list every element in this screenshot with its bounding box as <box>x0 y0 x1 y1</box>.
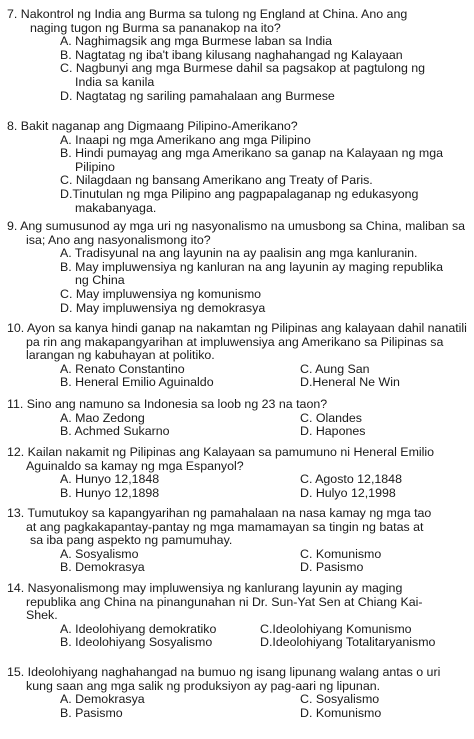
question-10-stem-line-2: pa rin ang makapangyarihan at impluwensiya ang Amerikano sa Pilipinas sa <box>26 334 444 349</box>
question-7 <box>0 8 474 103</box>
question-13-option-d: D. Pasismo <box>300 560 364 575</box>
question-15-option-b: B. Pasismo <box>60 705 123 720</box>
question-13 <box>0 507 474 575</box>
question-10-option-d: D.Heneral Ne Win <box>300 375 400 390</box>
question-14-option-c: C.Ideolohiyang Komunismo <box>260 621 412 636</box>
question-13-stem-line-2: at ang pagkakapantay-pantay ng mga mamamayan sa tingin ng batas at <box>26 519 424 534</box>
question-13-options <box>0 548 474 575</box>
question-11 <box>0 398 474 439</box>
question-12-option-c: C. Agosto 12,1848 <box>300 472 402 487</box>
question-11-options <box>0 412 474 439</box>
question-9 <box>0 220 474 315</box>
question-9-option-a: A. Tradisyunal na ang layunin na ay paalisin ang mga kanluranin. <box>60 246 418 261</box>
question-14-stem-line-3: Shek. <box>26 608 58 623</box>
question-14-stem-line-2: republika ang China na pinangunahan ni Dr. Sun-Yat Sen at Chiang Kai- <box>26 594 423 609</box>
question-13-option-b: B. Demokrasya <box>60 560 145 575</box>
question-15-option-d: D. Komunismo <box>300 705 382 720</box>
question-13-option-c: C. Komunismo <box>300 546 382 561</box>
question-12-option-b: B. Hunyo 12,1898 <box>60 485 160 500</box>
question-7-option-a: A. Naghimagsik ang mga Burmese laban sa India <box>60 34 333 49</box>
question-10-stem-line-1: 10. Ayon sa kanya hindi ganap na nakamtan ng Pilipinas ang kalayaan dahil nanatili <box>7 321 467 335</box>
question-8-option-b-line-2: Pilipino <box>75 159 115 174</box>
question-8-stem: 8. Bakit naganap ang Digmaang Pilipino-Amerikano? <box>7 119 298 133</box>
question-11-option-d: D. Hapones <box>300 424 366 439</box>
question-9-stem-line-2: isa; Ano ang nasyonalismong ito? <box>26 232 211 247</box>
question-7-option-c-line-2: India sa kanila <box>75 74 155 89</box>
question-15-stem-line-1: 15. Ideolohiyang naghahangad na bumuo ng isang lipunang walang antas o uri <box>7 665 441 679</box>
question-9-option-b-line-2: ng China <box>75 273 125 288</box>
question-15-option-a: A. Demokrasya <box>60 692 145 707</box>
question-10-option-c: C. Aung San <box>300 361 370 376</box>
question-7-stem-line-2: naging tugon ng Burma sa pananakop na ito? <box>30 20 281 35</box>
question-8 <box>0 120 474 215</box>
question-8-option-b-line-1: B. Hindi pumayag ang mga Amerikano sa ganap na Kalayaan ng mga <box>60 146 443 161</box>
question-15-stem-line-2: kung saan ang mga salik ng produksiyon ay pag-aari ng lipunan. <box>26 678 381 693</box>
question-15-options <box>0 693 474 720</box>
question-13-stem-line-1: 13. Tumutukoy sa kapangyarihan ng pamahalaan na nasa kamay ng mga tao <box>7 506 432 520</box>
question-15 <box>0 666 474 720</box>
question-12-stem-line-1: 12. Kailan nakamit ng Pilipinas ang Kalayaan sa pamumuno ni Heneral Emilio <box>7 445 435 459</box>
question-10-option-b: B. Heneral Emilio Aguinaldo <box>60 375 214 390</box>
question-11-option-b: B. Achmed Sukarno <box>60 424 170 439</box>
question-14 <box>0 582 474 650</box>
question-11-stem: 11. Sino ang namuno sa Indonesia sa loob ng 23 na taon? <box>7 397 328 411</box>
question-8-option-d-line-1: D.Tinutulan ng mga Pilipino ang pagpapalaganap ng edukasyong <box>60 186 419 201</box>
question-12-stem-line-2: Aguinaldo sa kamay ng mga Espanyol? <box>26 458 244 473</box>
question-12-option-a: A. Hunyo 12,1848 <box>60 472 160 487</box>
question-8-option-c: C. Nilagdaan ng bansang Amerikano ang Treaty of Paris. <box>60 173 373 188</box>
question-7-option-b: B. Nagtatag ng iba't ibang kilusang naghahangad ng Kalayaan <box>60 47 403 62</box>
question-9-option-b-line-1: B. May impluwensiya ng kanluran na ang layunin ay maging republika <box>60 259 443 274</box>
question-14-options <box>0 623 474 650</box>
question-8-option-d-line-2: makabanyaga. <box>75 200 157 215</box>
question-10-stem-line-3: larangan ng kabuhayan at politiko. <box>26 348 215 363</box>
question-9-stem-line-1: 9. Ang sumusunod ay mga uri ng nasyonalismo na umusbong sa China, maliban sa <box>7 219 466 233</box>
question-10-option-a: A. Renato Constantino <box>60 361 185 376</box>
question-11-option-a: A. Mao Zedong <box>60 410 145 425</box>
question-15-option-c: C. Sosyalismo <box>300 692 380 707</box>
question-7-option-d: D. Nagtatag ng sariling pamahalaan ang Burmese <box>60 88 335 103</box>
question-14-option-d: D.Ideolohiyang Totalitaryanismo <box>260 635 436 650</box>
question-13-stem-line-3: sa iba pang aspekto ng pamumuhay. <box>30 533 233 548</box>
question-9-option-d: D. May impluwensiya ng demokrasya <box>60 300 266 315</box>
question-10-options <box>0 363 474 390</box>
question-10 <box>0 322 474 390</box>
question-12 <box>0 446 474 500</box>
question-11-option-c: C. Olandes <box>300 410 362 425</box>
question-14-stem-line-1: 14. Nasyonalismong may impluwensiya ng kanlurang layunin ay maging <box>7 581 403 595</box>
question-14-option-a: A. Ideolohiyang demokratiko <box>60 621 217 636</box>
question-12-options <box>0 473 474 500</box>
question-14-option-b: B. Ideolohiyang Sosyalismo <box>60 635 213 650</box>
question-12-option-d: D. Hulyo 12,1998 <box>300 485 396 500</box>
question-13-option-a: A. Sosyalismo <box>60 546 139 561</box>
question-7-option-c-line-1: C. Nagbunyi ang mga Burmese dahil sa pagsakop at pagtulong ng <box>60 61 426 76</box>
question-7-stem-line-1: 7. Nakontrol ng India ang Burma sa tulong ng England at China. Ano ang <box>7 7 408 21</box>
question-8-option-a: A. Inaapi ng mga Amerikano ang mga Pilipino <box>60 132 311 147</box>
question-9-option-c: C. May impluwensiya ng komunismo <box>60 286 262 301</box>
